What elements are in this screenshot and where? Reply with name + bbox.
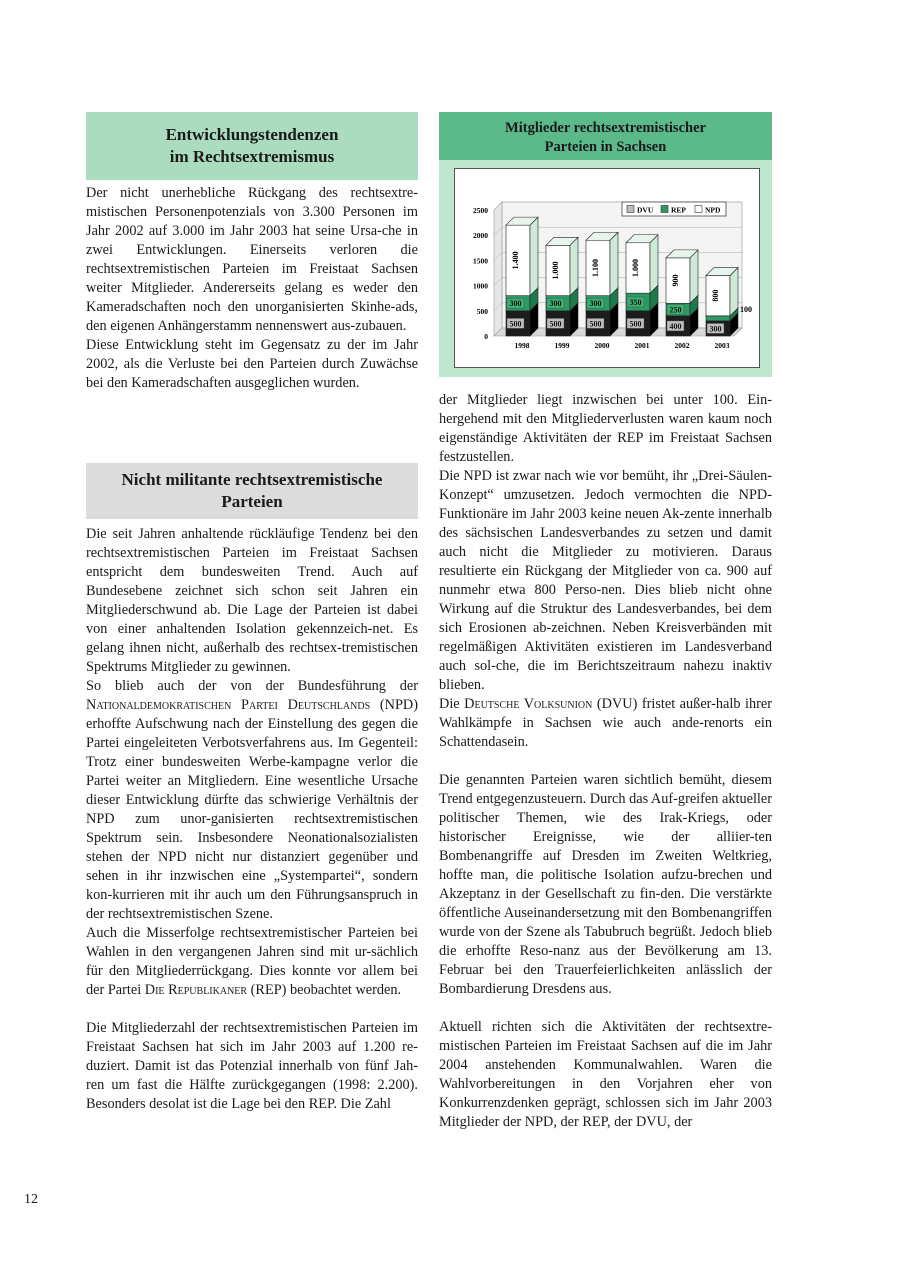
text-run: (DVU) fristet außer-halb ihrer Wahlkämpfe in Sachsen wie auch ande-renorts ein Schattendasein. (439, 696, 773, 750)
text-run: (REP) beobachtet werden. (247, 982, 402, 998)
data-label: 1.000 (551, 261, 560, 280)
text-run: So blieb auch der von der Bundesführung der (86, 678, 418, 694)
data-label: 500 (549, 319, 562, 329)
data-label: 400 (669, 321, 682, 331)
data-label: 250 (669, 305, 682, 315)
x-tick-label: 2001 (634, 341, 650, 350)
data-label: 100 (740, 304, 752, 314)
bar-side-npd (610, 232, 618, 295)
y-tick-label: 1500 (473, 256, 488, 266)
right-column (439, 391, 772, 1132)
bar-side-npd (690, 250, 698, 303)
data-label: 500 (629, 319, 642, 329)
party-name: Deutsche Volksunion (464, 696, 593, 712)
paragraph: Die genannten Parteien waren sichtlich bemüht, diesem Trend entgegenzusteuern. Durch das Auf-greifen aktueller politischer Themen, wie des Irak-Kriegs, oder historischer Ereignisse, wie der alliier-ten Bombenangriffe auf Dresden im Zweiten Weltkrieg, hoffte man, die politische Isolation aufzu-brechen und Akzeptanz in der Gesellschaft zu fin-den. Die verstärkte öffentliche Auseinandersetzung mit den Bombenangriffen wurde von der Szene als Tabubruch begrüßt. Jedoch blieb die erhoffte Reso-nanz aus der Bevölkerung am 13. Februar bei den Trauerfeierlichkeiten anlässlich der Bombardierung Dresdens aus. (439, 772, 772, 997)
x-tick-label: 2000 (594, 341, 610, 350)
heading-line: Nicht militante rechtsextremistische (121, 470, 383, 489)
paragraph: Diese Entwicklung steht im Gegensatz zu der im Jahr 2002, als die Verluste bei den Parteien durch Zuwächse bei den Kameradschaften ausgeglichen wurden. (86, 337, 418, 391)
y-tick-label: 2500 (473, 206, 488, 215)
paragraph: der Mitglieder liegt inzwischen bei unter 100. Ein-hergehend mit den Mitgliederverlusten waren kaum noch eigenständige Aktivitäten der REP im Freistaat Sachsen festzustellen. (439, 392, 772, 465)
paragraph: Die NPD ist zwar nach wie vor bemüht, ihr „Drei-Säulen-Konzept“ umzusetzen. Jedoch vermochten die NPD-Funktionäre im Jahr 2003 keine neuen Ak-zente innerhalb des sächsischen Landesverbandes zu setzen und damit auch nicht die Mitglieder zu motivieren. Daraus resultierte ein Rückgang der Mitglieder von ca. 900 auf nunmehr etwa 800 Perso-nen. Dies blieb nicht ohne Wirkung auf die Struktur des Landesverbandes, bei dem sich Erosionen ab-zeichnen. Neben Kreisverbänden mit regelmäßigen Aktivitäten existieren im Landesverband auch sol-che, die im Berichtszeitraum nahezu inaktiv blieben. (439, 468, 772, 693)
paragraph: Aktuell richten sich die Aktivitäten der rechtsextre-mistischen Parteien im Freistaat Sachsen auf die im Jahr 2004 anstehenden Kommunalwahlen. Waren die Wahlvorbereitungen in den Vorjahren eher von Konkurrenzdenken geprägt, schlossen sich im Jahr 2003 Mitglieder der NPD, der REP, der DVU, der (439, 1019, 772, 1130)
data-label: 300 (549, 299, 562, 309)
left-column-top (86, 184, 418, 393)
chart-side-wall (494, 202, 502, 336)
y-tick-label: 2000 (473, 231, 488, 241)
y-tick-label: 0 (484, 332, 488, 341)
heading-line: Entwicklungstendenzen (165, 125, 339, 144)
paragraph: Die Mitgliederzahl der rechtsextremistischen Parteien im Freistaat Sachsen hat sich im Jahr 2003 auf 1.200 re-duziert. Damit ist das Potenzial innerhalb von fünf Jah-ren um fast die Hälfte zurückgegangen (1998: 2.200). Besonders desolat ist die Lage bei den REP. Die Zahl (86, 1020, 418, 1112)
x-tick-label: 1999 (554, 341, 570, 350)
left-column-bottom (86, 525, 418, 1114)
legend-label: REP (671, 205, 686, 215)
heading-line: im Rechtsextremismus (169, 147, 335, 166)
paragraph: Die seit Jahren anhaltende rückläufige Tendenz bei den rechtsextremistischen Parteien im Freistaat Sachsen entspricht dem bundesweiten Trend. Auch auf Bundesebene zeichnet sich schon seit Jahren ein Mitgliederschwund ab. Die Lage der Parteien ist dabei von einer anhaltenden Isolation gekennzeich-net. Es gelang ihnen nicht, außerhalb des rechtsex-tremistischen Spektrums Mitglieder zu gewinnen. (86, 526, 418, 675)
data-label: 300 (709, 324, 722, 334)
bar-side-npd (570, 237, 578, 295)
legend-swatch (695, 206, 702, 213)
legend-label: DVU (637, 205, 654, 215)
legend-swatch (661, 206, 668, 213)
legend-swatch (627, 206, 634, 213)
legend-label: NPD (705, 205, 721, 215)
paragraph (86, 924, 418, 1000)
x-tick-label: 2002 (674, 341, 690, 350)
data-label: 500 (589, 319, 602, 329)
bar-side-npd (530, 217, 538, 296)
data-label: 1.400 (511, 251, 520, 270)
text-run: Die (439, 696, 465, 712)
page-number: 12 (24, 1192, 38, 1207)
chart-title-line: Parteien in Sachsen (544, 139, 667, 155)
data-label: 300 (509, 299, 522, 309)
y-tick-label: 1000 (473, 281, 488, 291)
text-run: Auch die Misserfolge rechtsextremistischer Parteien bei Wahlen in den vergangenen Jahren sind mit ur-sächlich für den Mitgliederrückgang. Dies konnte vor allem bei der Partei (86, 925, 418, 998)
paragraph (86, 677, 418, 924)
heading-line: Parteien (221, 492, 283, 511)
party-name: Die Republikaner (144, 982, 248, 998)
chart-title-line: Mitglieder rechtsextremistischer (505, 120, 706, 136)
chart-svg (454, 168, 760, 368)
data-label: 1.000 (631, 258, 640, 277)
text-run: (NPD) erhoffte Aufschwung nach der Einstellung des gegen die Partei eingeleiteten Verbotsverfahrens aus. Im Gegenteil: Trotz einer bundesweiten Werbe-kampagne verlor die Partei weiter an Mitgliedern. Eine wesentliche Ursache dieser Entwicklung dürfte das schwierige Verhältnis der NPD zum unor-ganisierten rechtsextremistischen Spektrum sein. Insbesondere Neonationalsozialisten stehen der NPD nicht nur distanziert gegenüber und sehen in ihr inzwischen eine „Systempartei“, sondern kon-kurrieren mit ihr auch um den Führungsanspruch in der rechtsextremistischen Szene. (86, 697, 418, 922)
party-name: Nationaldemokratischen Partei Deutschlands (86, 697, 371, 713)
data-label: 300 (589, 299, 602, 309)
data-label: 350 (629, 297, 642, 307)
data-label: 800 (711, 289, 720, 302)
x-tick-label: 1998 (514, 341, 530, 350)
chart-title (439, 119, 772, 157)
heading-nicht-militante-parteien (86, 463, 418, 519)
paragraph (439, 695, 772, 752)
data-label: 500 (509, 319, 522, 329)
x-tick-label: 2003 (714, 341, 730, 350)
bar-rep (706, 316, 730, 321)
y-tick-label: 500 (476, 306, 488, 316)
data-label: 1.100 (591, 258, 600, 277)
paragraph: Der nicht unerhebliche Rückgang des rechtsextre-mistischen Personenpotenzials von 3.300 Personen im Jahr 2002 auf 3.000 im Jahr 2003 hat seine Ursa-che in zwei Entwicklungen. Einerseits verloren die rechtsextremistischen Parteien im Freistaat Sachsen weiter Mitglieder. Andererseits gelang es weder den Kameradschaften noch den unorganisierten Skinhe-ads, den eigenen Anhängerstamm nennenswert aus-zubauen. (86, 185, 418, 334)
bar-side-npd (730, 268, 738, 316)
data-label: 900 (671, 274, 680, 287)
bar-side-npd (650, 235, 658, 293)
heading-entwicklungstendenzen (86, 112, 418, 180)
